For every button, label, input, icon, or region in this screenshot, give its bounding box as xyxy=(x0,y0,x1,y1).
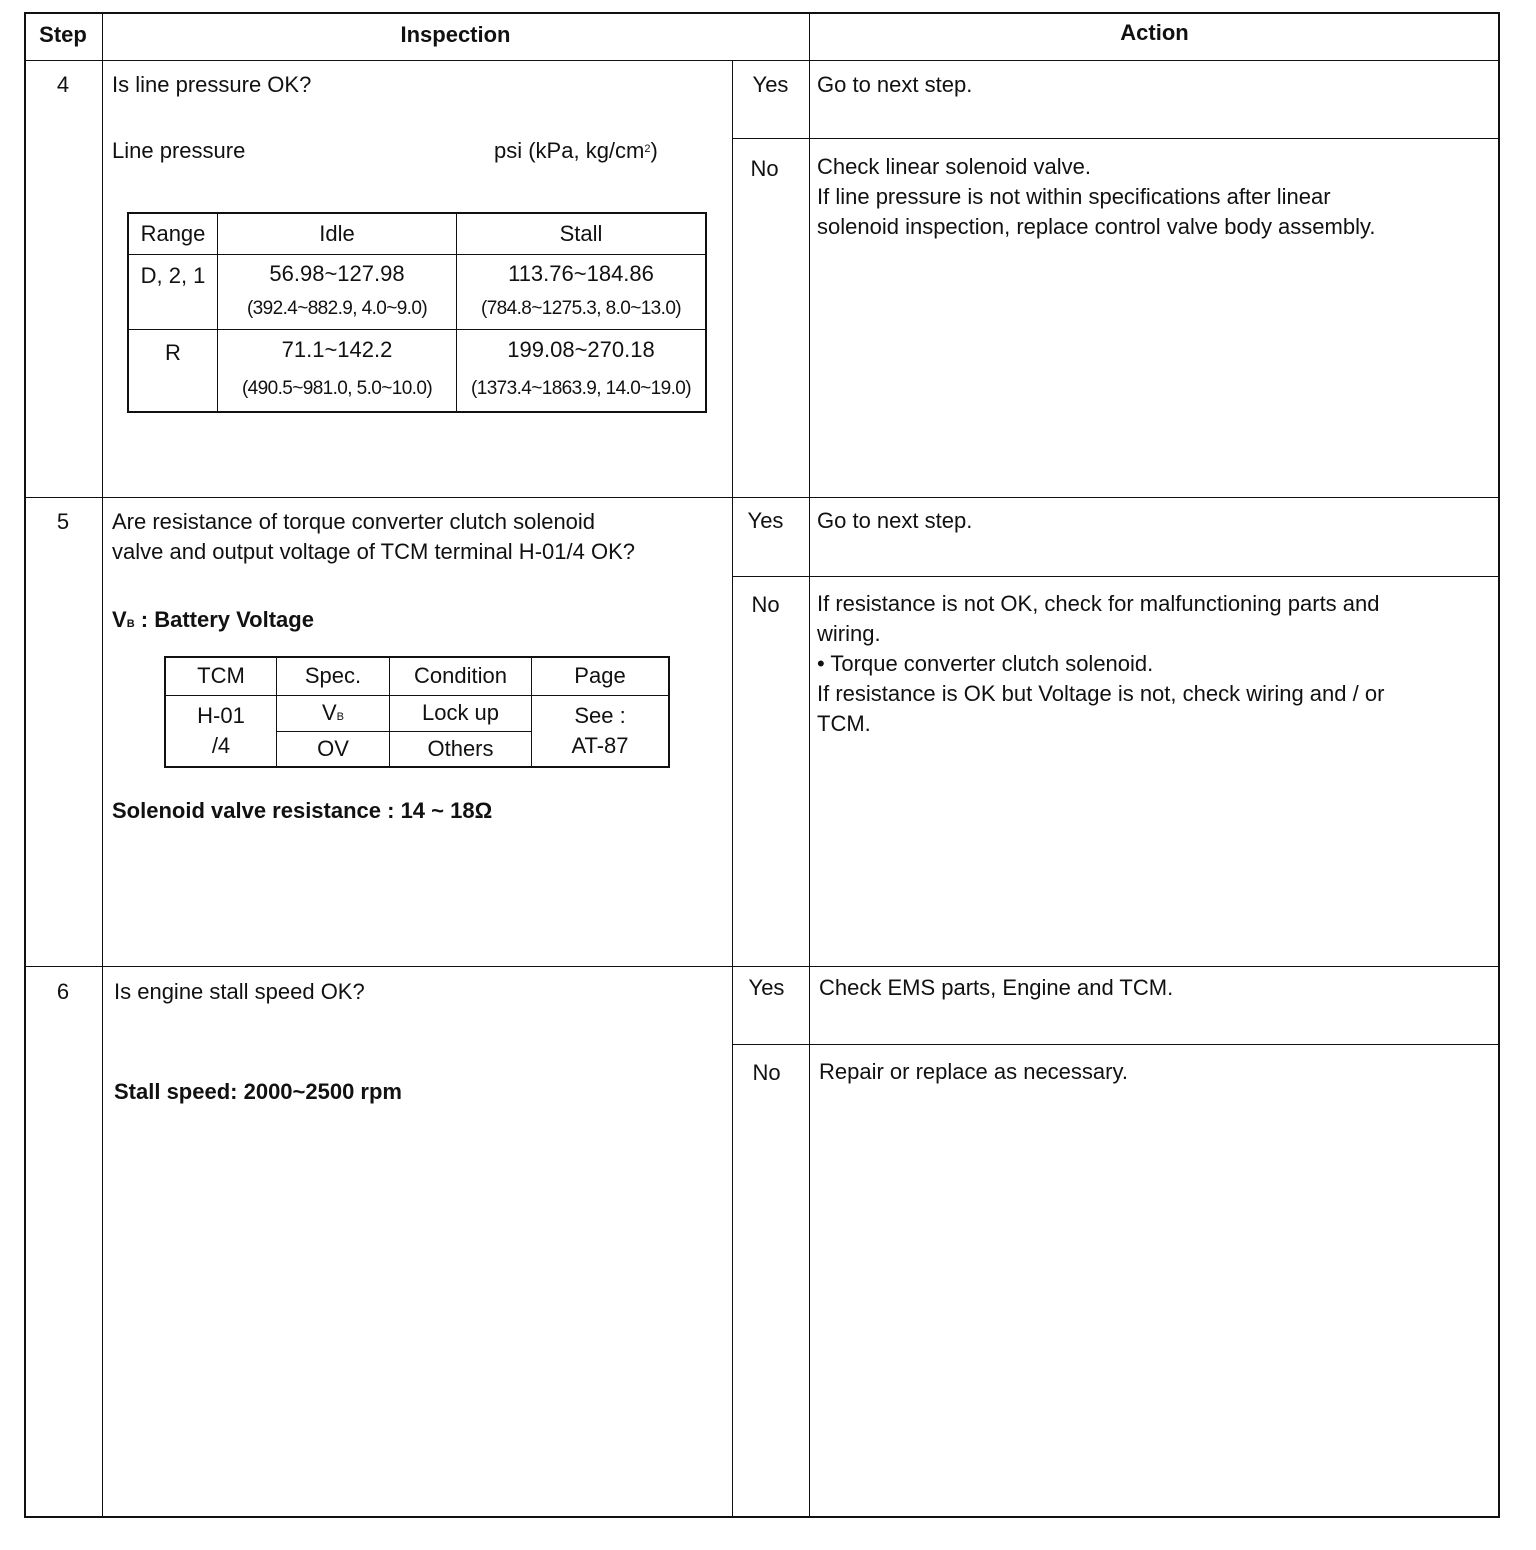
line-pressure-unit: psi (kPa, $kg/cm^2$) xyxy=(494,138,658,163)
col-header-tcm: TCM xyxy=(165,657,277,695)
no-action-line-2: wiring. xyxy=(817,621,881,646)
spec-ov-cell: OV xyxy=(277,731,390,767)
header-step: Step xyxy=(39,22,87,47)
page-reference-cell: See : AT-87 xyxy=(532,695,670,767)
no-action-line-1: Check linear solenoid valve. xyxy=(817,154,1091,179)
step5-bottom-divider xyxy=(24,966,1500,967)
no-action: Repair or replace as necessary. xyxy=(819,1059,1128,1084)
step4-yes-divider xyxy=(732,138,1500,139)
idle-cell: 71.1~142.2 (490.5~981.0, 5.0~10.0) xyxy=(218,329,457,412)
yes-action: Check EMS parts, Engine and TCM. xyxy=(819,975,1174,1000)
stall-cell: 113.76~184.86 (784.8~1275.3, 8.0~13.0) xyxy=(457,254,707,329)
yesno-column-divider xyxy=(732,60,733,1518)
yes-action: Go to next step. xyxy=(817,72,973,97)
spec-vb-cell: VB xyxy=(277,695,390,731)
table-row xyxy=(165,695,669,731)
no-action-line-3: solenoid inspection, replace control valve body assembly. xyxy=(817,214,1376,239)
step-number: 5 xyxy=(56,509,70,534)
range-cell: R xyxy=(128,329,218,412)
tcm-terminal-cell: H-01 /4 xyxy=(165,695,277,767)
table-row xyxy=(128,254,706,329)
no-label: No xyxy=(750,156,779,181)
condition-cell: Others xyxy=(390,731,532,767)
no-label: No xyxy=(751,592,780,617)
solenoid-resistance-spec: Solenoid valve resistance : 14 ~ 18Ω xyxy=(112,798,493,823)
col-header-page: Page xyxy=(532,657,670,695)
stall-speed-spec: Stall speed: 2000~2500 rpm xyxy=(114,1079,402,1104)
yes-action: Go to next step. xyxy=(817,508,973,533)
battery-voltage-note: VB : Battery Voltage xyxy=(112,607,314,632)
table-row xyxy=(128,329,706,412)
col-header-spec: Spec. xyxy=(277,657,390,695)
no-action-line-3: • Torque converter clutch solenoid. xyxy=(817,651,1154,676)
step6-question: Is engine stall speed OK? xyxy=(114,979,365,1004)
step5-question-line-1: Are resistance of torque converter clutch solenoid xyxy=(112,509,596,534)
no-action-line-1: If resistance is not OK, check for malfunctioning parts and xyxy=(817,591,1380,616)
col-header-idle: Idle xyxy=(218,213,457,254)
no-action-line-5: TCM. xyxy=(817,711,871,736)
yes-label: Yes xyxy=(752,72,789,97)
no-action-line-2: If line pressure is not within specifications after linear xyxy=(817,184,1331,209)
step4-question: Is line pressure OK? xyxy=(112,72,312,97)
step6-yes-divider xyxy=(732,1044,1500,1045)
idle-cell: 56.98~127.98 (392.4~882.9, 4.0~9.0) xyxy=(218,254,457,329)
action-column-divider xyxy=(809,12,810,1518)
step-number: 4 xyxy=(56,72,70,97)
header-divider xyxy=(24,60,1500,61)
step5-yes-divider xyxy=(732,576,1500,577)
step5-question-line-2: valve and output voltage of TCM terminal H-01/4 OK? xyxy=(112,539,635,564)
no-label: No xyxy=(752,1060,781,1085)
step-number: 6 xyxy=(56,979,70,1004)
step-column-divider xyxy=(102,12,103,1518)
yes-label: Yes xyxy=(748,975,785,1000)
tcm-voltage-table xyxy=(164,656,670,768)
no-action-line-4: If resistance is OK but Voltage is not, check wiring and / or xyxy=(817,681,1385,706)
line-pressure-table xyxy=(127,212,707,413)
col-header-range: Range xyxy=(128,213,218,254)
yes-label: Yes xyxy=(747,508,784,533)
condition-cell: Lock up xyxy=(390,695,532,731)
header-action: Action xyxy=(1120,20,1189,45)
col-header-stall: Stall xyxy=(457,213,707,254)
col-header-condition: Condition xyxy=(390,657,532,695)
stall-cell: 199.08~270.18 (1373.4~1863.9, 14.0~19.0) xyxy=(457,329,707,412)
step4-bottom-divider xyxy=(24,497,1500,498)
header-inspection: Inspection xyxy=(400,22,511,47)
range-cell: D, 2, 1 xyxy=(128,254,218,329)
line-pressure-label: Line pressure xyxy=(112,138,246,163)
